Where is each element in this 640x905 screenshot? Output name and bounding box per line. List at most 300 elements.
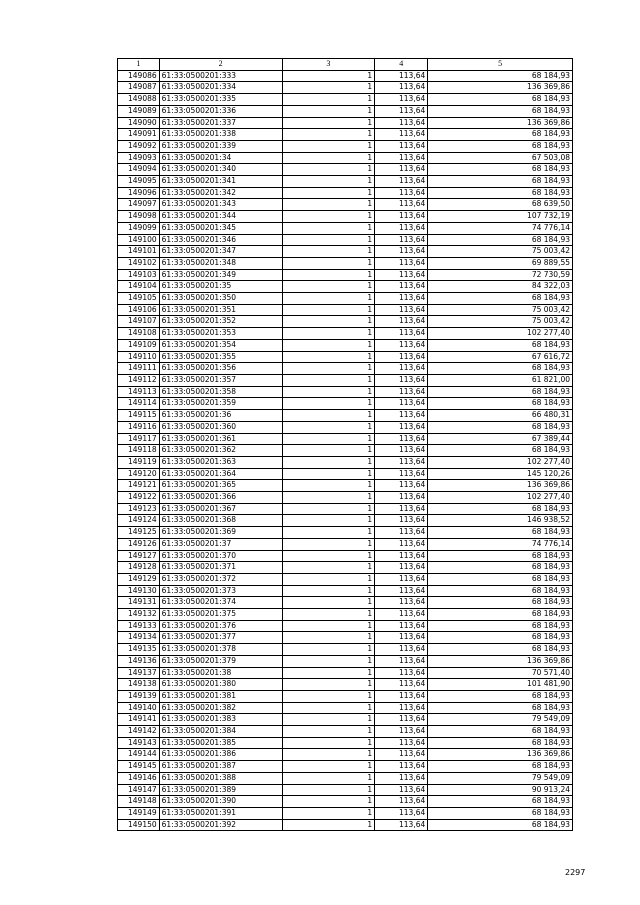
table-row [118,632,573,644]
area-cell: 113,64 [375,304,428,316]
count-cell: 1 [282,515,375,527]
row-number-cell: 149094 [118,164,160,176]
table-row [118,784,573,796]
row-number-cell: 149130 [118,585,160,597]
cadastral-number-cell: 61:33:0500201:378 [159,644,282,656]
area-cell: 113,64 [375,550,428,562]
area-cell: 113,64 [375,503,428,515]
value-cell: 136 369,86 [428,82,573,94]
area-cell: 113,64 [375,714,428,726]
area-cell: 113,64 [375,293,428,305]
row-number-cell: 149115 [118,410,160,422]
cadastral-number-cell: 61:33:0500201:380 [159,679,282,691]
page-number: 2297 [565,868,586,877]
row-number-cell: 149119 [118,456,160,468]
area-cell: 113,64 [375,726,428,738]
value-cell: 84 322,03 [428,281,573,293]
area-cell: 113,64 [375,538,428,550]
table-row [118,702,573,714]
count-cell: 1 [282,585,375,597]
cadastral-number-cell: 61:33:0500201:38 [159,667,282,679]
value-cell: 68 184,93 [428,363,573,375]
row-number-cell: 149089 [118,105,160,117]
area-cell: 113,64 [375,761,428,773]
count-cell: 1 [282,117,375,129]
row-number-cell: 149113 [118,386,160,398]
area-cell: 113,64 [375,129,428,141]
table-row [118,351,573,363]
table-row [118,152,573,164]
count-cell: 1 [282,363,375,375]
table-row [118,410,573,422]
value-cell: 68 184,93 [428,761,573,773]
count-cell: 1 [282,819,375,831]
table-row [118,234,573,246]
cadastral-number-cell: 61:33:0500201:34 [159,152,282,164]
table-row [118,726,573,738]
table-row [118,328,573,340]
value-cell: 68 184,93 [428,562,573,574]
count-cell: 1 [282,351,375,363]
row-number-cell: 149114 [118,398,160,410]
value-cell: 68 184,93 [428,187,573,199]
value-cell: 69 889,55 [428,257,573,269]
row-number-cell: 149120 [118,468,160,480]
table-row [118,503,573,515]
row-number-cell: 149101 [118,246,160,258]
area-cell: 113,64 [375,386,428,398]
value-cell: 68 184,93 [428,339,573,351]
area-cell: 113,64 [375,339,428,351]
count-cell: 1 [282,328,375,340]
table-row [118,620,573,632]
value-cell: 68 184,93 [428,293,573,305]
area-cell: 113,64 [375,492,428,504]
row-number-cell: 149129 [118,573,160,585]
area-cell: 113,64 [375,363,428,375]
row-number-cell: 149132 [118,609,160,621]
area-cell: 113,64 [375,702,428,714]
table-row [118,515,573,527]
table-row [118,246,573,258]
row-number-cell: 149086 [118,70,160,82]
value-cell: 67 616,72 [428,351,573,363]
value-cell: 68 184,93 [428,398,573,410]
cadastral-number-cell: 61:33:0500201:333 [159,70,282,82]
row-number-cell: 149127 [118,550,160,562]
row-number-cell: 149087 [118,82,160,94]
cadastral-number-cell: 61:33:0500201:376 [159,620,282,632]
count-cell: 1 [282,492,375,504]
count-cell: 1 [282,293,375,305]
cadastral-number-cell: 61:33:0500201:386 [159,749,282,761]
count-cell: 1 [282,655,375,667]
value-cell: 67 389,44 [428,433,573,445]
value-cell: 68 184,93 [428,503,573,515]
area-cell: 113,64 [375,374,428,386]
area-cell: 113,64 [375,316,428,328]
cadastral-number-cell: 61:33:0500201:366 [159,492,282,504]
value-cell: 68 184,93 [428,445,573,457]
row-number-cell: 149103 [118,269,160,281]
cadastral-number-cell: 61:33:0500201:350 [159,293,282,305]
cadastral-number-cell: 61:33:0500201:352 [159,316,282,328]
cadastral-number-cell: 61:33:0500201:372 [159,573,282,585]
count-cell: 1 [282,772,375,784]
area-cell: 113,64 [375,819,428,831]
value-cell: 66 480,31 [428,410,573,422]
table-row [118,737,573,749]
cadastral-number-cell: 61:33:0500201:357 [159,374,282,386]
count-cell: 1 [282,304,375,316]
value-cell: 107 732,19 [428,211,573,223]
row-number-cell: 149135 [118,644,160,656]
table-row [118,468,573,480]
count-cell: 1 [282,679,375,691]
value-cell: 74 776,14 [428,222,573,234]
area-cell: 113,64 [375,562,428,574]
area-cell: 113,64 [375,585,428,597]
area-cell: 113,64 [375,410,428,422]
value-cell: 68 184,93 [428,129,573,141]
row-number-cell: 149138 [118,679,160,691]
row-number-cell: 149137 [118,667,160,679]
table-row [118,269,573,281]
area-cell: 113,64 [375,351,428,363]
cadastral-number-cell: 61:33:0500201:367 [159,503,282,515]
value-cell: 136 369,86 [428,655,573,667]
count-cell: 1 [282,374,375,386]
cadastral-number-cell: 61:33:0500201:346 [159,234,282,246]
cadastral-number-cell: 61:33:0500201:354 [159,339,282,351]
value-cell: 68 184,93 [428,644,573,656]
count-cell: 1 [282,187,375,199]
table-row [118,316,573,328]
value-cell: 68 184,93 [428,819,573,831]
table-row [118,492,573,504]
cadastral-number-cell: 61:33:0500201:390 [159,796,282,808]
row-number-cell: 149118 [118,445,160,457]
area-cell: 113,64 [375,690,428,702]
row-number-cell: 149093 [118,152,160,164]
table-row [118,808,573,820]
row-number-cell: 149148 [118,796,160,808]
value-cell: 75 003,42 [428,246,573,258]
row-number-cell: 149117 [118,433,160,445]
table-row [118,667,573,679]
table-row [118,398,573,410]
header-col-3: 3 [282,59,375,71]
count-cell: 1 [282,749,375,761]
area-cell: 113,64 [375,140,428,152]
row-number-cell: 149146 [118,772,160,784]
cadastral-number-cell: 61:33:0500201:358 [159,386,282,398]
cadastral-number-cell: 61:33:0500201:384 [159,726,282,738]
count-cell: 1 [282,597,375,609]
cadastral-number-cell: 61:33:0500201:337 [159,117,282,129]
area-cell: 113,64 [375,632,428,644]
area-cell: 113,64 [375,176,428,188]
count-cell: 1 [282,737,375,749]
count-cell: 1 [282,445,375,457]
area-cell: 113,64 [375,655,428,667]
area-cell: 113,64 [375,445,428,457]
count-cell: 1 [282,761,375,773]
count-cell: 1 [282,609,375,621]
table-row [118,257,573,269]
count-cell: 1 [282,82,375,94]
count-cell: 1 [282,562,375,574]
table-row [118,293,573,305]
count-cell: 1 [282,503,375,515]
count-cell: 1 [282,644,375,656]
area-cell: 113,64 [375,257,428,269]
area-cell: 113,64 [375,211,428,223]
count-cell: 1 [282,94,375,106]
row-number-cell: 149128 [118,562,160,574]
table-row [118,749,573,761]
value-cell: 68 184,93 [428,808,573,820]
count-cell: 1 [282,796,375,808]
area-cell: 113,64 [375,644,428,656]
row-number-cell: 149133 [118,620,160,632]
value-cell: 74 776,14 [428,538,573,550]
cadastral-number-cell: 61:33:0500201:343 [159,199,282,211]
table-row [118,164,573,176]
row-number-cell: 149112 [118,374,160,386]
count-cell: 1 [282,234,375,246]
value-cell: 68 184,93 [428,421,573,433]
value-cell: 68 184,93 [428,176,573,188]
area-cell: 113,64 [375,328,428,340]
count-cell: 1 [282,398,375,410]
header-row [118,59,573,71]
value-cell: 75 003,42 [428,316,573,328]
count-cell: 1 [282,714,375,726]
cadastral-number-cell: 61:33:0500201:353 [159,328,282,340]
cadastral-number-cell: 61:33:0500201:379 [159,655,282,667]
row-number-cell: 149125 [118,527,160,539]
table-header [118,59,573,71]
row-number-cell: 149107 [118,316,160,328]
value-cell: 61 821,00 [428,374,573,386]
cadastral-number-cell: 61:33:0500201:36 [159,410,282,422]
table-row [118,176,573,188]
value-cell: 79 549,09 [428,772,573,784]
table-row [118,117,573,129]
value-cell: 90 913,24 [428,784,573,796]
count-cell: 1 [282,690,375,702]
row-number-cell: 149098 [118,211,160,223]
count-cell: 1 [282,573,375,585]
area-cell: 113,64 [375,246,428,258]
cadastral-number-cell: 61:33:0500201:334 [159,82,282,94]
value-cell: 68 184,93 [428,573,573,585]
cadastral-number-cell: 61:33:0500201:347 [159,246,282,258]
value-cell: 75 003,42 [428,304,573,316]
area-cell: 113,64 [375,117,428,129]
area-cell: 113,64 [375,667,428,679]
row-number-cell: 149123 [118,503,160,515]
table-row [118,187,573,199]
table-row [118,386,573,398]
row-number-cell: 149109 [118,339,160,351]
table-row [118,433,573,445]
count-cell: 1 [282,105,375,117]
count-cell: 1 [282,339,375,351]
table-row [118,304,573,316]
table-row [118,339,573,351]
cadastral-number-cell: 61:33:0500201:387 [159,761,282,773]
count-cell: 1 [282,222,375,234]
value-cell: 145 120,26 [428,468,573,480]
row-number-cell: 149140 [118,702,160,714]
cadastral-number-cell: 61:33:0500201:344 [159,211,282,223]
area-cell: 113,64 [375,269,428,281]
value-cell: 68 184,93 [428,234,573,246]
cadastral-number-cell: 61:33:0500201:364 [159,468,282,480]
row-number-cell: 149102 [118,257,160,269]
table-row [118,94,573,106]
area-cell: 113,64 [375,94,428,106]
row-number-cell: 149139 [118,690,160,702]
row-number-cell: 149136 [118,655,160,667]
count-cell: 1 [282,140,375,152]
value-cell: 68 184,93 [428,737,573,749]
table-row [118,129,573,141]
count-cell: 1 [282,246,375,258]
value-cell: 70 571,40 [428,667,573,679]
row-number-cell: 149095 [118,176,160,188]
cadastral-number-cell: 61:33:0500201:363 [159,456,282,468]
count-cell: 1 [282,667,375,679]
row-number-cell: 149100 [118,234,160,246]
row-number-cell: 149143 [118,737,160,749]
area-cell: 113,64 [375,82,428,94]
header-col-2: 2 [159,59,282,71]
cadastral-number-cell: 61:33:0500201:365 [159,480,282,492]
cadastral-number-cell: 61:33:0500201:388 [159,772,282,784]
value-cell: 68 184,93 [428,690,573,702]
cadastral-number-cell: 61:33:0500201:348 [159,257,282,269]
count-cell: 1 [282,211,375,223]
table-row [118,714,573,726]
row-number-cell: 149126 [118,538,160,550]
count-cell: 1 [282,152,375,164]
row-number-cell: 149097 [118,199,160,211]
area-cell: 113,64 [375,796,428,808]
count-cell: 1 [282,632,375,644]
cadastral-number-cell: 61:33:0500201:345 [159,222,282,234]
value-cell: 68 184,93 [428,527,573,539]
cadastral-number-cell: 61:33:0500201:369 [159,527,282,539]
area-cell: 113,64 [375,749,428,761]
value-cell: 68 639,50 [428,199,573,211]
count-cell: 1 [282,702,375,714]
header-col-5: 5 [428,59,573,71]
area-cell: 113,64 [375,187,428,199]
land-registry-table [117,58,573,831]
area-cell: 113,64 [375,468,428,480]
count-cell: 1 [282,433,375,445]
value-cell: 68 184,93 [428,140,573,152]
area-cell: 113,64 [375,620,428,632]
cadastral-number-cell: 61:33:0500201:362 [159,445,282,457]
value-cell: 68 184,93 [428,585,573,597]
value-cell: 102 277,40 [428,456,573,468]
count-cell: 1 [282,257,375,269]
table-row [118,772,573,784]
table-row [118,655,573,667]
area-cell: 113,64 [375,772,428,784]
table-row [118,374,573,386]
row-number-cell: 149104 [118,281,160,293]
count-cell: 1 [282,199,375,211]
row-number-cell: 149131 [118,597,160,609]
count-cell: 1 [282,784,375,796]
count-cell: 1 [282,164,375,176]
row-number-cell: 149134 [118,632,160,644]
table-row [118,281,573,293]
count-cell: 1 [282,550,375,562]
cadastral-number-cell: 61:33:0500201:368 [159,515,282,527]
area-cell: 113,64 [375,222,428,234]
table-row [118,199,573,211]
cadastral-number-cell: 61:33:0500201:35 [159,281,282,293]
row-number-cell: 149147 [118,784,160,796]
row-number-cell: 149122 [118,492,160,504]
value-cell: 102 277,40 [428,492,573,504]
table-row [118,679,573,691]
cadastral-number-cell: 61:33:0500201:340 [159,164,282,176]
count-cell: 1 [282,386,375,398]
table-row [118,140,573,152]
cadastral-number-cell: 61:33:0500201:371 [159,562,282,574]
table-row [118,761,573,773]
cadastral-number-cell: 61:33:0500201:389 [159,784,282,796]
value-cell: 68 184,93 [428,597,573,609]
area-cell: 113,64 [375,398,428,410]
cadastral-number-cell: 61:33:0500201:338 [159,129,282,141]
row-number-cell: 149111 [118,363,160,375]
table-row [118,597,573,609]
table-row [118,538,573,550]
area-cell: 113,64 [375,515,428,527]
table-row [118,527,573,539]
count-cell: 1 [282,70,375,82]
area-cell: 113,64 [375,808,428,820]
table-row [118,105,573,117]
area-cell: 113,64 [375,164,428,176]
row-number-cell: 149149 [118,808,160,820]
cadastral-number-cell: 61:33:0500201:359 [159,398,282,410]
count-cell: 1 [282,269,375,281]
count-cell: 1 [282,808,375,820]
cadastral-number-cell: 61:33:0500201:374 [159,597,282,609]
count-cell: 1 [282,538,375,550]
row-number-cell: 149142 [118,726,160,738]
cadastral-number-cell: 61:33:0500201:351 [159,304,282,316]
value-cell: 68 184,93 [428,164,573,176]
table-row [118,445,573,457]
area-cell: 113,64 [375,480,428,492]
count-cell: 1 [282,456,375,468]
value-cell: 68 184,93 [428,702,573,714]
cadastral-number-cell: 61:33:0500201:360 [159,421,282,433]
row-number-cell: 149110 [118,351,160,363]
cadastral-number-cell: 61:33:0500201:349 [159,269,282,281]
table-row [118,550,573,562]
